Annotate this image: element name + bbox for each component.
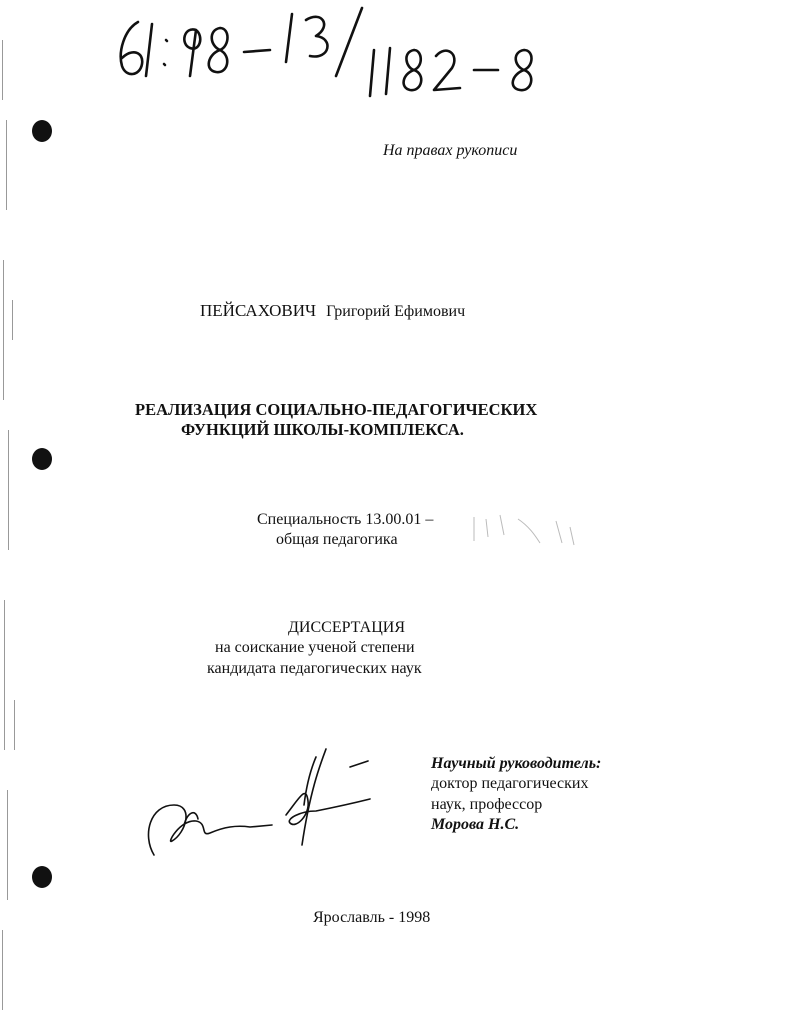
dissertation-heading: ДИССЕРТАЦИЯ <box>288 619 405 636</box>
supervisor-label: Научный руководитель: <box>431 755 602 772</box>
supervisor-degree-line-1: доктор педагогических <box>431 775 589 792</box>
rights-note: На правах рукописи <box>383 142 518 159</box>
faint-stamp-marks <box>470 507 580 547</box>
supervisor-degree-line-2: наук, профессор <box>431 796 543 813</box>
title-line-1: РЕАЛИЗАЦИЯ СОЦИАЛЬНО-ПЕДАГОГИЧЕСКИХ <box>135 400 538 419</box>
specialty-line-1: Специальность 13.00.01 – <box>257 511 434 528</box>
supervisor-name: Морова Н.С. <box>431 816 520 833</box>
punch-hole-middle <box>32 448 52 470</box>
author-first-names: Григорий Ефимович <box>326 303 466 320</box>
author-name <box>200 301 465 321</box>
degree-line-1: на соискание ученой степени <box>215 639 415 656</box>
punch-hole-bottom <box>32 866 52 888</box>
specialty-line-2: общая педагогика <box>276 531 398 548</box>
title-line-2: ФУНКЦИЙ ШКОЛЫ-КОМПЛЕКСА. <box>181 420 464 439</box>
punch-hole-top <box>32 120 52 142</box>
handwritten-archive-number <box>110 0 550 110</box>
degree-line-2: кандидата педагогических наук <box>207 660 422 677</box>
handwritten-signature <box>140 745 380 865</box>
city-year: Ярославль - 1998 <box>313 909 431 926</box>
author-surname: ПЕЙСАХОВИЧ <box>200 301 317 320</box>
